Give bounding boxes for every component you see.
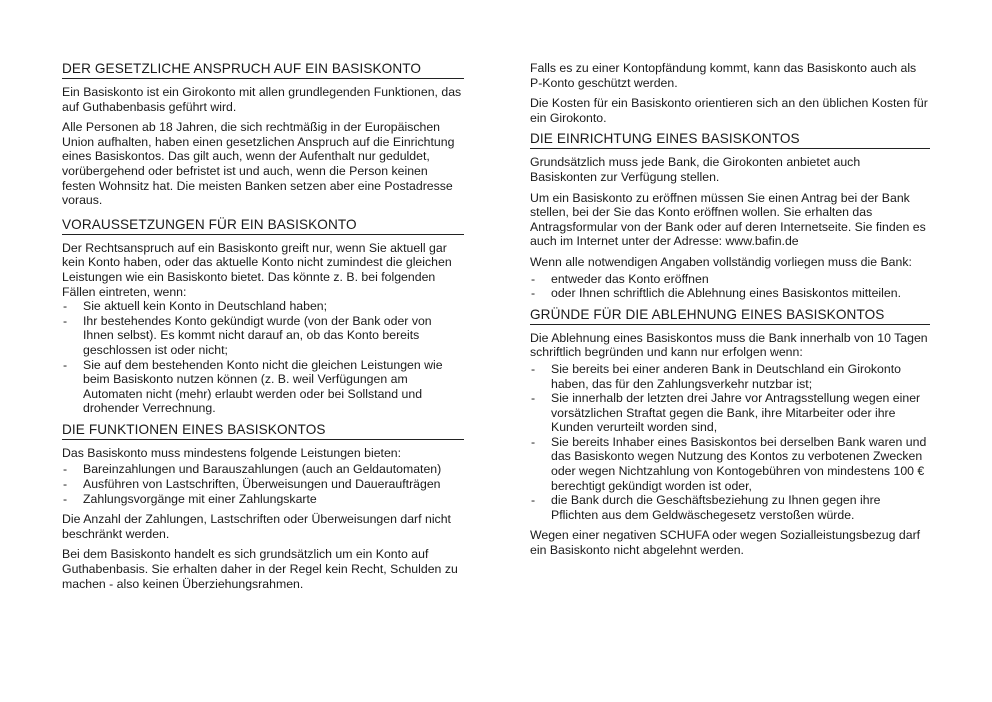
paragraph: Wegen einer negativen SCHUFA oder wegen Sozialleistungsbezug darf ein Basiskonto nicht abgelehnt werden. [530, 528, 921, 558]
list-item: - Zahlungsvorgänge mit einer Zahlungskarte [63, 491, 317, 506]
paragraph: Grundsätzlich muss jede Bank, die Girokonten anbietet auch Basiskonten zur Verfügung stellen. [530, 155, 861, 184]
list-item: - entweder das Konto eröffnen [531, 271, 709, 286]
list-item: - Ausführen von Lastschriften, Überweisungen und Daueraufträgen [63, 477, 441, 492]
paragraph: Die Ablehnung eines Basiskontos muss die Bank innerhalb von 10 Tagen schriftlich begründen und kann nur erfolgen wenn: [530, 330, 928, 360]
paragraph: Um ein Basiskonto zu eröffnen müssen Sie einen Antrag bei der Bank stellen, bei der Sie das Konto eröffnen wollen. Sie erhalten das Antragsformular von der Bank oder auf deren Internetseite. Sie finden es auch im Internet unter der Adresse: www.bafin.de [530, 190, 926, 249]
list-item: - die Bank durch die Geschäftsbeziehung zu Ihnen gegen ihre Pflichten aus dem Geldwäschegesetz verstoßen würde. [531, 493, 881, 522]
list-item: - oder Ihnen schriftlich die Ablehnung eines Basiskontos mitteilen. [531, 286, 901, 301]
bullet-list [530, 362, 930, 523]
paragraph: Wenn alle notwendigen Angaben vollständig vorliegen muss die Bank: [530, 254, 912, 269]
paragraph: Der Rechtsanspruch auf ein Basiskonto greift nur, wenn Sie aktuell gar kein Konto haben, oder das aktuelle Konto nicht zumindest die gleichen Leistungen wie ein Basiskonto bietet. Das könnte z. B. bei folgenden Fällen eintreten, wenn: [62, 240, 452, 299]
paragraph: Die Anzahl der Zahlungen, Lastschriften oder Überweisungen darf nicht beschränkt werden. [62, 512, 451, 541]
list-item: - Ihr bestehendes Konto gekündigt wurde (von der Bank oder von Ihnen selbst). Es kommt nicht darauf an, ob das Konto bereits geschlossen ist oder nicht; [63, 313, 432, 357]
heading-einrichtung: DIE EINRICHTUNG EINES BASISKONTOS [530, 131, 930, 149]
heading-gesetzlicher-anspruch: DER GESETZLICHE ANSPRUCH AUF EIN BASISKONTO [62, 61, 464, 79]
heading-voraussetzungen: VORAUSSETZUNGEN FÜR EIN BASISKONTO [62, 217, 464, 235]
bullet-list [62, 299, 464, 416]
right-column [530, 61, 930, 564]
paragraph: Ein Basiskonto ist ein Girokonto mit allen grundlegenden Funktionen, das auf Guthabenbasis geführt wird. [62, 85, 462, 114]
paragraph: Das Basiskonto muss mindestens folgende Leistungen bieten: [62, 445, 402, 460]
list-item: - Sie auf dem bestehenden Konto nicht die gleichen Leistungen wie beim Basiskonto nutzen können (z. B. weil Verfügungen am Automaten nicht (mehr) erlaubt werden oder bei Sollstand und drohender Verrechnung. [63, 357, 443, 416]
paragraph: Die Kosten für ein Basiskonto orientieren sich an den üblichen Kosten für ein Girokonto. [530, 96, 928, 125]
list-item: - Sie bereits bei einer anderen Bank in Deutschland ein Girokonto haben, das für den Zahlungsverkehr nutzbar ist; [531, 361, 901, 391]
bullet-list [62, 462, 464, 506]
paragraph: Bei dem Basiskonto handelt es sich grundsätzlich um ein Konto auf Guthabenbasis. Sie erhalten daher in der Regel kein Recht, Schulden zu machen - also keinen Überziehungsrahmen. [62, 547, 458, 591]
paragraph: Alle Personen ab 18 Jahren, die sich rechtmäßig in der Europäischen Union aufhalten, haben einen gesetzlichen Anspruch auf die Einrichtung eines Basiskontos. Das gilt auch, wenn der Aufenthalt nur geduldet, vorübergehend oder befristet ist und auch, wenn die Person keinen festen Wohnsitz hat. Die meisten Banken setzen aber eine Postadresse voraus. [62, 120, 455, 208]
list-item: - Sie bereits Inhaber eines Basiskontos bei derselben Bank waren und das Basiskonto wegen Nutzung des Kontos zu verbotenen Zwecken oder wegen Nichtzahlung von Kontogebühren von mindestens 100 € berechtigt gekündigt worden ist oder, [531, 434, 927, 493]
list-item: - Sie innerhalb der letzten drei Jahre vor Antragsstellung wegen einer vorsätzlichen Straftat gegen die Bank, ihre Mitarbeiter oder ihre Kunden verurteilt worden sind, [531, 391, 921, 435]
heading-funktionen: DIE FUNKTIONEN EINES BASISKONTOS [62, 422, 464, 440]
paragraph: Falls es zu einer Kontopfändung kommt, kann das Basiskonto auch als P-Konto geschützt werden. [530, 61, 917, 90]
bullet-list [530, 272, 930, 301]
list-item: - Bareinzahlungen und Barauszahlungen (auch an Geldautomaten) [63, 462, 442, 477]
heading-gruende-ablehnung: GRÜNDE FÜR DIE ABLEHNUNG EINES BASISKONTOS [530, 307, 930, 325]
list-item: - Sie aktuell kein Konto in Deutschland haben; [63, 299, 328, 314]
left-column [62, 61, 464, 597]
